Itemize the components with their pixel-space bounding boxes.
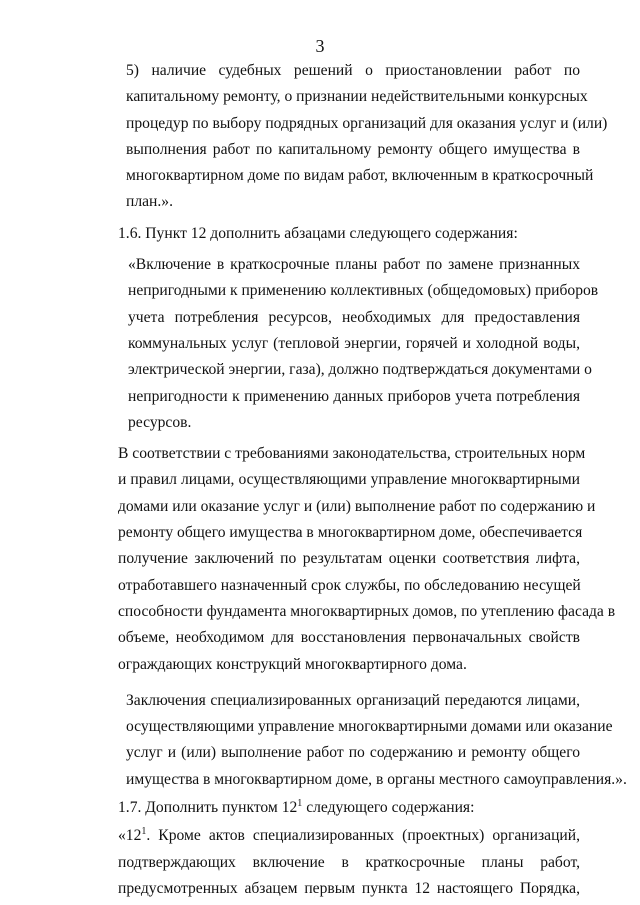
paragraph-conclusions xyxy=(88,688,627,793)
text-line: предусмотренных абзацем первым пункта 12 настоящего Порядка, xyxy=(118,879,580,897)
paragraph-legislation-requirements xyxy=(88,441,616,678)
text-fragment: . Кроме актов специализированных (проектных) организаций, xyxy=(146,827,580,845)
text-fragment: следующего содержания: xyxy=(302,799,475,817)
text-line: ограждающих конструкций многоквартирного дома. xyxy=(118,655,467,673)
text-line: ресурсов. xyxy=(128,413,192,431)
text-line: электрической энергии, газа), должно подтверждаться документами о xyxy=(128,361,592,379)
text-line: имущества в многоквартирном доме, в органы местного самоуправления.». xyxy=(126,770,627,788)
text-line xyxy=(88,823,580,849)
paragraph-item-5 xyxy=(88,58,608,216)
text-line: капитальному ремонту, о признании недействительными конкурсных xyxy=(126,88,588,106)
paragraph-1-7 xyxy=(88,795,580,821)
text-line: получение заключений по результатам оценки соответствия лифта, xyxy=(118,550,580,568)
document-body xyxy=(88,58,627,902)
text-line: услуг и (или) выполнение работ по содержанию и ремонту общего xyxy=(126,744,580,762)
text-line xyxy=(88,795,580,821)
text-line: Заключения специализированных организаций передаются лицами, xyxy=(126,691,580,709)
paragraph-1-6 xyxy=(88,221,580,247)
text-line: непригодными к применению коллективных (общедомовых) приборов xyxy=(128,282,599,300)
text-line: домами или оказание услуг и (или) выполнение работ по содержанию и xyxy=(118,497,596,515)
text-line: «Включение в краткосрочные планы работ по замене признанных xyxy=(128,256,580,274)
text-line: способности фундамента многоквартирных домов, по утеплению фасада в xyxy=(118,602,616,620)
paragraph-12-1 xyxy=(88,823,580,902)
text-line: отработавшего назначенный срок службы, по обследованию несущей xyxy=(118,576,581,594)
text-line: коммунальных услуг (тепловой энергии, горячей и холодной воды, xyxy=(128,334,580,352)
page-number: 3 xyxy=(315,36,325,56)
text-line: осуществляющими управление многоквартирными домами или оказание xyxy=(126,718,613,736)
text-line: процедур по выбору подрядных организаций для оказания услуг и (или) xyxy=(126,114,608,132)
text-line: подтверждающих включение в краткосрочные планы работ, xyxy=(118,853,580,871)
superscript: 1 xyxy=(297,797,303,809)
text-line: многоквартирном доме по видам работ, включенным в краткосрочный xyxy=(126,167,594,185)
paragraph-inclusion-meters xyxy=(88,252,599,436)
text-line: и правил лицами, осуществляющими управление многоквартирными xyxy=(118,471,580,489)
text-line: 5) наличие судебных решений о приостановлении работ по xyxy=(126,62,580,79)
text-line: объеме, необходимом для восстановления первоначальных свойств xyxy=(118,629,580,647)
text-line: 1.6. Пункт 12 дополнить абзацами следующего содержания: xyxy=(118,224,518,242)
text-line: выполнения работ по капитальному ремонту общего имущества в xyxy=(126,140,580,158)
text-line: непригодности к применению данных приборов учета потребления xyxy=(128,387,580,405)
text-line: В соответствии с требованиями законодательства, строительных норм xyxy=(118,445,586,463)
text-fragment: 1.7. Дополнить пунктом 12 xyxy=(118,799,298,817)
text-line: план.». xyxy=(126,193,173,211)
superscript: 1 xyxy=(141,826,147,838)
text-line: учета потребления ресурсов, необходимых для предоставления xyxy=(128,308,580,326)
text-line: ремонту общего имущества в многоквартирном доме, обеспечивается xyxy=(118,524,583,542)
text-fragment: «12 xyxy=(118,827,142,845)
